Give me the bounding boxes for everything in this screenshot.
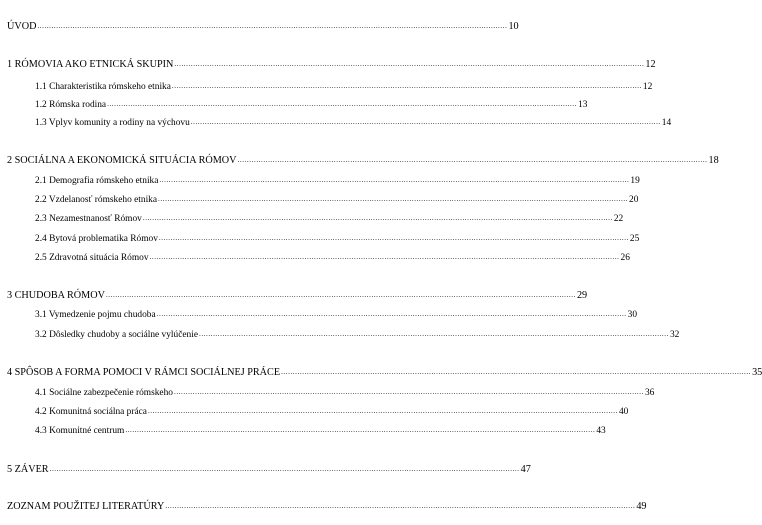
leader-dots: ........................................................................................................................................................................................................ [142, 214, 613, 222]
toc-entry-page: 47 [520, 464, 531, 475]
toc-entry-label: 2.4 Bytová problematika Rómov [35, 234, 158, 244]
toc-entry-page: 13 [578, 100, 588, 110]
toc-entry-page: 25 [629, 234, 640, 244]
toc-entry-page: 14 [661, 118, 672, 128]
leader-dots: ........................................................................................................................................................................................................ [159, 176, 630, 184]
leader-dots: ........................................................................................................................................................................................................ [158, 195, 629, 203]
toc-entry-page: 30 [627, 310, 638, 320]
leader-dots: ........................................................................................................................................................................................................ [174, 60, 645, 68]
toc-entry-4-2 [35, 403, 629, 417]
toc-entry-label: 4.3 Komunitné centrum [35, 426, 125, 436]
leader-dots: ........................................................................................................................................................................................................ [198, 330, 669, 338]
toc-entry-label: 1.3 Vplyv komunity a rodiny na výchovu [35, 118, 190, 128]
leader-dots: ........................................................................................................................................................................................................ [105, 291, 576, 299]
leader-dots: ........................................................................................................................................................................................................ [190, 118, 661, 126]
toc-entry-2-2 [35, 191, 639, 205]
leader-dots: ........................................................................................................................................................................................................ [158, 234, 629, 242]
toc-entry-page: 18 [708, 155, 719, 166]
toc-entry-label: 1.1 Charakteristika rómskeho etnika [35, 82, 171, 92]
toc-entry-chapter-1 [7, 56, 656, 70]
toc-entry-3-1 [35, 306, 638, 320]
leader-dots: ........................................................................................................................................................................................................ [156, 310, 627, 318]
leader-dots: ........................................................................................................................................................................................................ [49, 465, 520, 473]
toc-entry-chapter-4 [7, 364, 762, 378]
toc-entry-label: 1 RÓMOVIA AKO ETNICKÁ SKUPIN [7, 59, 174, 70]
toc-entry-page: 40 [618, 407, 629, 417]
toc-entry-chapter-3 [7, 287, 588, 301]
toc-entry-label: 2.1 Demografia rómskeho etnika [35, 176, 159, 186]
toc-entry-2-3 [35, 210, 624, 224]
leader-dots: ........................................................................................................................................................................................................ [149, 253, 620, 261]
toc-entry-page: 19 [630, 176, 640, 186]
toc-entry-label: 2.2 Vzdelanosť rómskeho etnika [35, 195, 158, 205]
leader-dots: ........................................................................................................................................................................................................ [281, 368, 752, 376]
toc-entry-chapter-5 [7, 461, 531, 475]
toc-entry-page: 26 [620, 253, 630, 263]
leader-dots: ........................................................................................................................................................................................................ [171, 82, 642, 90]
toc-entry-label: 3.1 Vymedzenie pojmu chudoba [35, 310, 156, 320]
toc-entry-label: 4.1 Sociálne zabezpečenie rómskeho [35, 388, 173, 398]
toc-entry-page: 32 [669, 330, 680, 340]
toc-entry-label: 1.2 Rómska rodina [35, 100, 107, 110]
leader-dots: ........................................................................................................................................................................................................ [237, 156, 708, 164]
toc-entry-label: 4.2 Komunitná sociálna práca [35, 407, 147, 417]
toc-entry-label: 3 CHUDOBA RÓMOV [7, 290, 105, 301]
toc-entry-2-4 [35, 230, 640, 244]
toc-entry-label: 4 SPÔSOB A FORMA POMOCI V RÁMCI SOCIÁLNEJ PRÁCE [7, 367, 281, 378]
toc-entry-2-1 [35, 172, 640, 186]
leader-dots: ........................................................................................................................................................................................................ [37, 22, 508, 30]
toc-entry-1-1 [35, 78, 653, 92]
toc-entry-page: 49 [636, 501, 647, 512]
toc-entry-page: 35 [752, 367, 762, 378]
toc-entry-1-3 [35, 114, 672, 128]
toc-entry-chapter-2 [7, 152, 719, 166]
toc-entry-label: ZOZNAM POUŽITEJ LITERATÚRY [7, 501, 165, 512]
toc-entry-label: ÚVOD [7, 21, 37, 32]
toc-entry-label: 2 SOCIÁLNA A EKONOMICKÁ SITUÁCIA RÓMOV [7, 155, 237, 166]
toc-entry-page: 22 [613, 214, 624, 224]
toc-entry-literature [7, 498, 647, 512]
toc-entry-3-2 [35, 326, 680, 340]
leader-dots: ........................................................................................................................................................................................................ [173, 388, 644, 396]
toc-entry-4-3 [35, 422, 606, 436]
leader-dots: ........................................................................................................................................................................................................ [125, 426, 596, 434]
toc-entry-label: 5 ZÁVER [7, 464, 49, 475]
toc-entry-label: 2.5 Zdravotná situácia Rómov [35, 253, 149, 263]
toc-entry-page: 36 [644, 388, 655, 398]
leader-dots: ........................................................................................................................................................................................................ [147, 407, 618, 415]
toc-entry-page: 43 [596, 426, 606, 436]
toc-entry-uvod [7, 18, 519, 32]
toc-entry-1-2 [35, 96, 588, 110]
toc-entry-2-5 [35, 249, 630, 263]
toc-entry-label: 3.2 Dôsledky chudoby a sociálne vylúčenie [35, 330, 198, 340]
toc-entry-page: 12 [645, 59, 656, 70]
toc-entry-4-1 [35, 384, 655, 398]
leader-dots: ........................................................................................................................................................................................................ [107, 100, 578, 108]
toc-entry-label: 2.3 Nezamestnanosť Rómov [35, 214, 142, 224]
toc-entry-page: 12 [642, 82, 653, 92]
leader-dots: ........................................................................................................................................................................................................ [165, 502, 636, 510]
toc-entry-page: 10 [508, 21, 519, 32]
toc-entry-page: 20 [629, 195, 639, 205]
toc-entry-page: 29 [576, 290, 588, 301]
